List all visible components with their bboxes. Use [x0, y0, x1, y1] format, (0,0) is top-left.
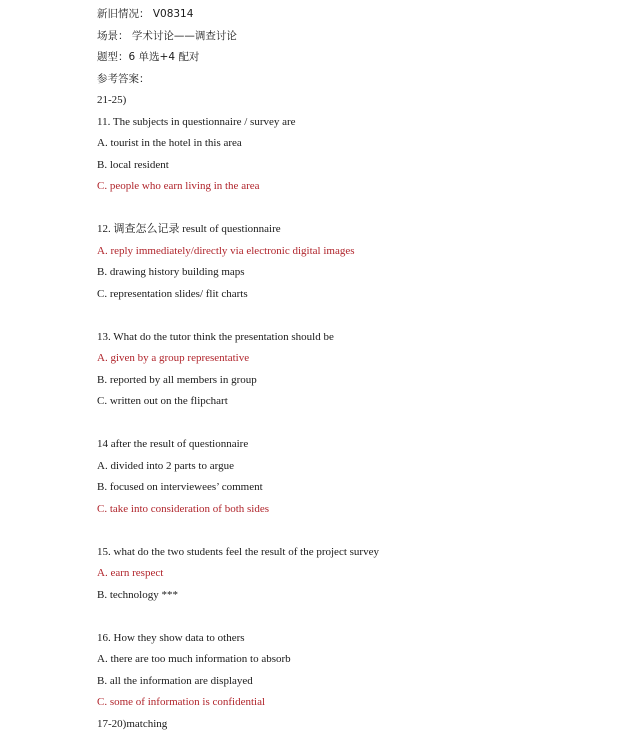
option: C. representation slides/ flit charts — [97, 288, 248, 300]
range-label: 21-25) — [97, 94, 127, 106]
answer-option: A. reply immediately/directly via electronic digital images — [97, 245, 355, 257]
answer-option: C. take into consideration of both sides — [97, 503, 269, 515]
question-stem: 13. What do the tutor think the presentation should be — [97, 331, 334, 343]
question-stem: 15. what do the two students feel the result of the project survey — [97, 546, 379, 558]
scene-info: 场景： 学术讨论——调查讨论 — [97, 30, 237, 42]
option: B. reported by all members in group — [97, 374, 257, 386]
option: B. focused on interviewees’ comment — [97, 481, 263, 493]
question-stem: 12. 调查怎么记录 result of questionnaire — [97, 223, 281, 235]
option: B. drawing history building maps — [97, 266, 245, 278]
answer-option: C. people who earn living in the area — [97, 180, 260, 192]
question-stem: 16. How they show data to others — [97, 632, 245, 644]
option: B. local resident — [97, 159, 169, 171]
answer-option: A. given by a group representative — [97, 352, 250, 364]
question-stem: 14 after the result of questionnaire — [97, 438, 249, 450]
question-stem: 11. The subjects in questionnaire / survey are — [97, 116, 296, 128]
source-info: 新旧情况： V08314 — [97, 8, 194, 20]
answer-option: A. earn respect — [97, 567, 164, 579]
option: B. all the information are displayed — [97, 675, 253, 687]
option: A. tourist in the hotel in this area — [97, 137, 242, 149]
answer-option: C. some of information is confidential — [97, 696, 266, 708]
option: A. divided into 2 parts to argue — [97, 460, 234, 472]
option: C. written out on the flipchart — [97, 395, 228, 407]
option: A. there are too much information to absorb — [97, 653, 291, 665]
answers-label: 参考答案： — [97, 73, 150, 85]
option: B. technology *** — [97, 589, 178, 601]
matching-range: 17-20)matching — [97, 718, 168, 730]
question-type: 题型：6 单选+4 配对 — [97, 51, 200, 63]
